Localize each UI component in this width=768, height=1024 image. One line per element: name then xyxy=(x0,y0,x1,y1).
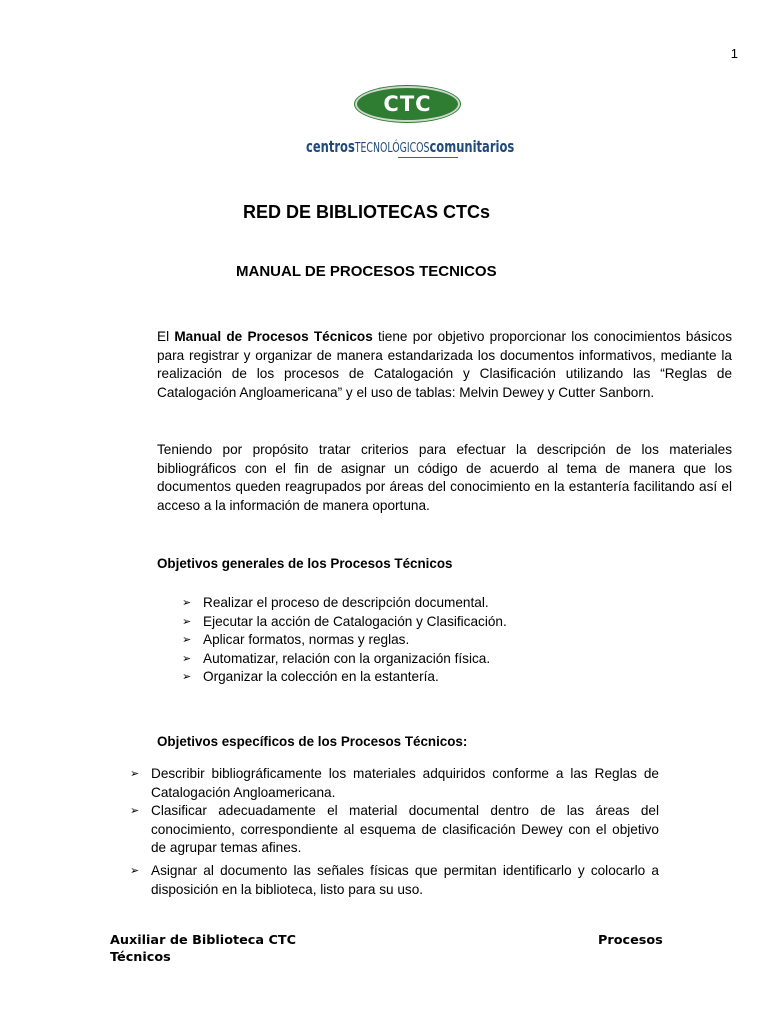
intro-bold-term: Manual de Procesos Técnicos xyxy=(174,329,373,344)
logo-underline xyxy=(398,157,458,158)
arrow-bullet-icon: ➢ xyxy=(182,615,192,628)
list-item xyxy=(130,862,659,899)
ctc-logo-acronym: CTC xyxy=(383,92,432,116)
list-item-text: Ejecutar la acción de Catalogación y Clasificación. xyxy=(203,613,507,629)
arrow-bullet-icon: ➢ xyxy=(182,652,192,665)
list-item xyxy=(182,668,682,687)
list-item xyxy=(182,613,682,632)
logo-tagline-tecnologicos: TECNOLÓGICOS xyxy=(354,141,430,156)
list-item-text: Automatizar, relación con la organización física. xyxy=(203,650,491,666)
list-item xyxy=(182,650,682,669)
list-item xyxy=(130,802,659,858)
arrow-bullet-icon: ➢ xyxy=(130,768,140,780)
footer-left: Auxiliar de Biblioteca CTC xyxy=(110,933,296,948)
ctc-logo xyxy=(300,86,514,166)
purpose-paragraph: Teniendo por propósito tratar criterios para efectuar la descripción de los materiales bibliográficos con el fin de asignar un código de acuerdo al tema de manera que los documentos queden reagrupados por áreas del conocimiento en la estantería facilitando así el acceso a la información de manera oportuna. xyxy=(157,442,732,513)
arrow-bullet-icon: ➢ xyxy=(182,597,192,609)
arrow-bullet-icon: ➢ xyxy=(130,864,140,877)
page-number: 1 xyxy=(730,46,738,61)
arrow-bullet-icon: ➢ xyxy=(182,671,192,684)
list-item-text: Asignar al documento las señales físicas que permitan identificarlo y colocarlo a disposición en la biblioteca, listo para su uso. xyxy=(151,862,659,897)
list-item xyxy=(182,594,682,613)
list-item-text: Realizar el proceso de descripción documental. xyxy=(203,595,489,610)
intro-lead: El xyxy=(157,329,175,344)
document-title: RED DE BIBLIOTECAS CTCs xyxy=(243,202,491,222)
arrow-bullet-icon: ➢ xyxy=(130,805,140,818)
general-objectives-list xyxy=(182,594,682,687)
general-objectives-heading: Objetivos generales de los Procesos Técnicos xyxy=(157,556,453,571)
list-item-text: Describir bibliográficamente los materiales adquiridos conforme a las Reglas de Catalogación Angloamericana. xyxy=(151,766,659,800)
arrow-bullet-icon: ➢ xyxy=(182,634,192,647)
specific-objectives-heading: Objetivos específicos de los Procesos Técnicos: xyxy=(157,734,468,749)
footer-continuation: Técnicos xyxy=(110,950,171,965)
ctc-logo-oval xyxy=(355,86,460,122)
intro-rest: tiene por objetivo proporcionar los conocimientos básicos para registrar y organizar de manera estandarizada los documentos informativos, mediante la realización de los procesos de Catalogación y Clasificación utilizando las “Reglas de Catalogación Angloamericana” y el uso de tablas: Melvin Dewey y Cutter Sanborn. xyxy=(157,329,732,400)
list-item xyxy=(130,765,659,802)
specific-objectives-list xyxy=(130,765,659,899)
document-subtitle: MANUAL DE PROCESOS TECNICOS xyxy=(236,263,497,280)
list-item xyxy=(182,631,682,650)
footer-right: Procesos xyxy=(598,933,663,948)
logo-tagline-centros: centros xyxy=(306,137,355,156)
list-item-text: Aplicar formatos, normas y reglas. xyxy=(203,632,410,648)
intro-paragraph xyxy=(157,328,732,402)
list-item-text: Organizar la colección en la estantería. xyxy=(203,669,439,685)
ctc-logo-tagline xyxy=(306,137,515,156)
list-item-text: Clasificar adecuadamente el material documental dentro de las áreas del conocimiento, correspondiente al esquema de clasificación Dewey con el objetivo de agrupar temas afines. xyxy=(151,803,659,856)
logo-tagline-comunitarios: comunitarios xyxy=(429,137,515,156)
